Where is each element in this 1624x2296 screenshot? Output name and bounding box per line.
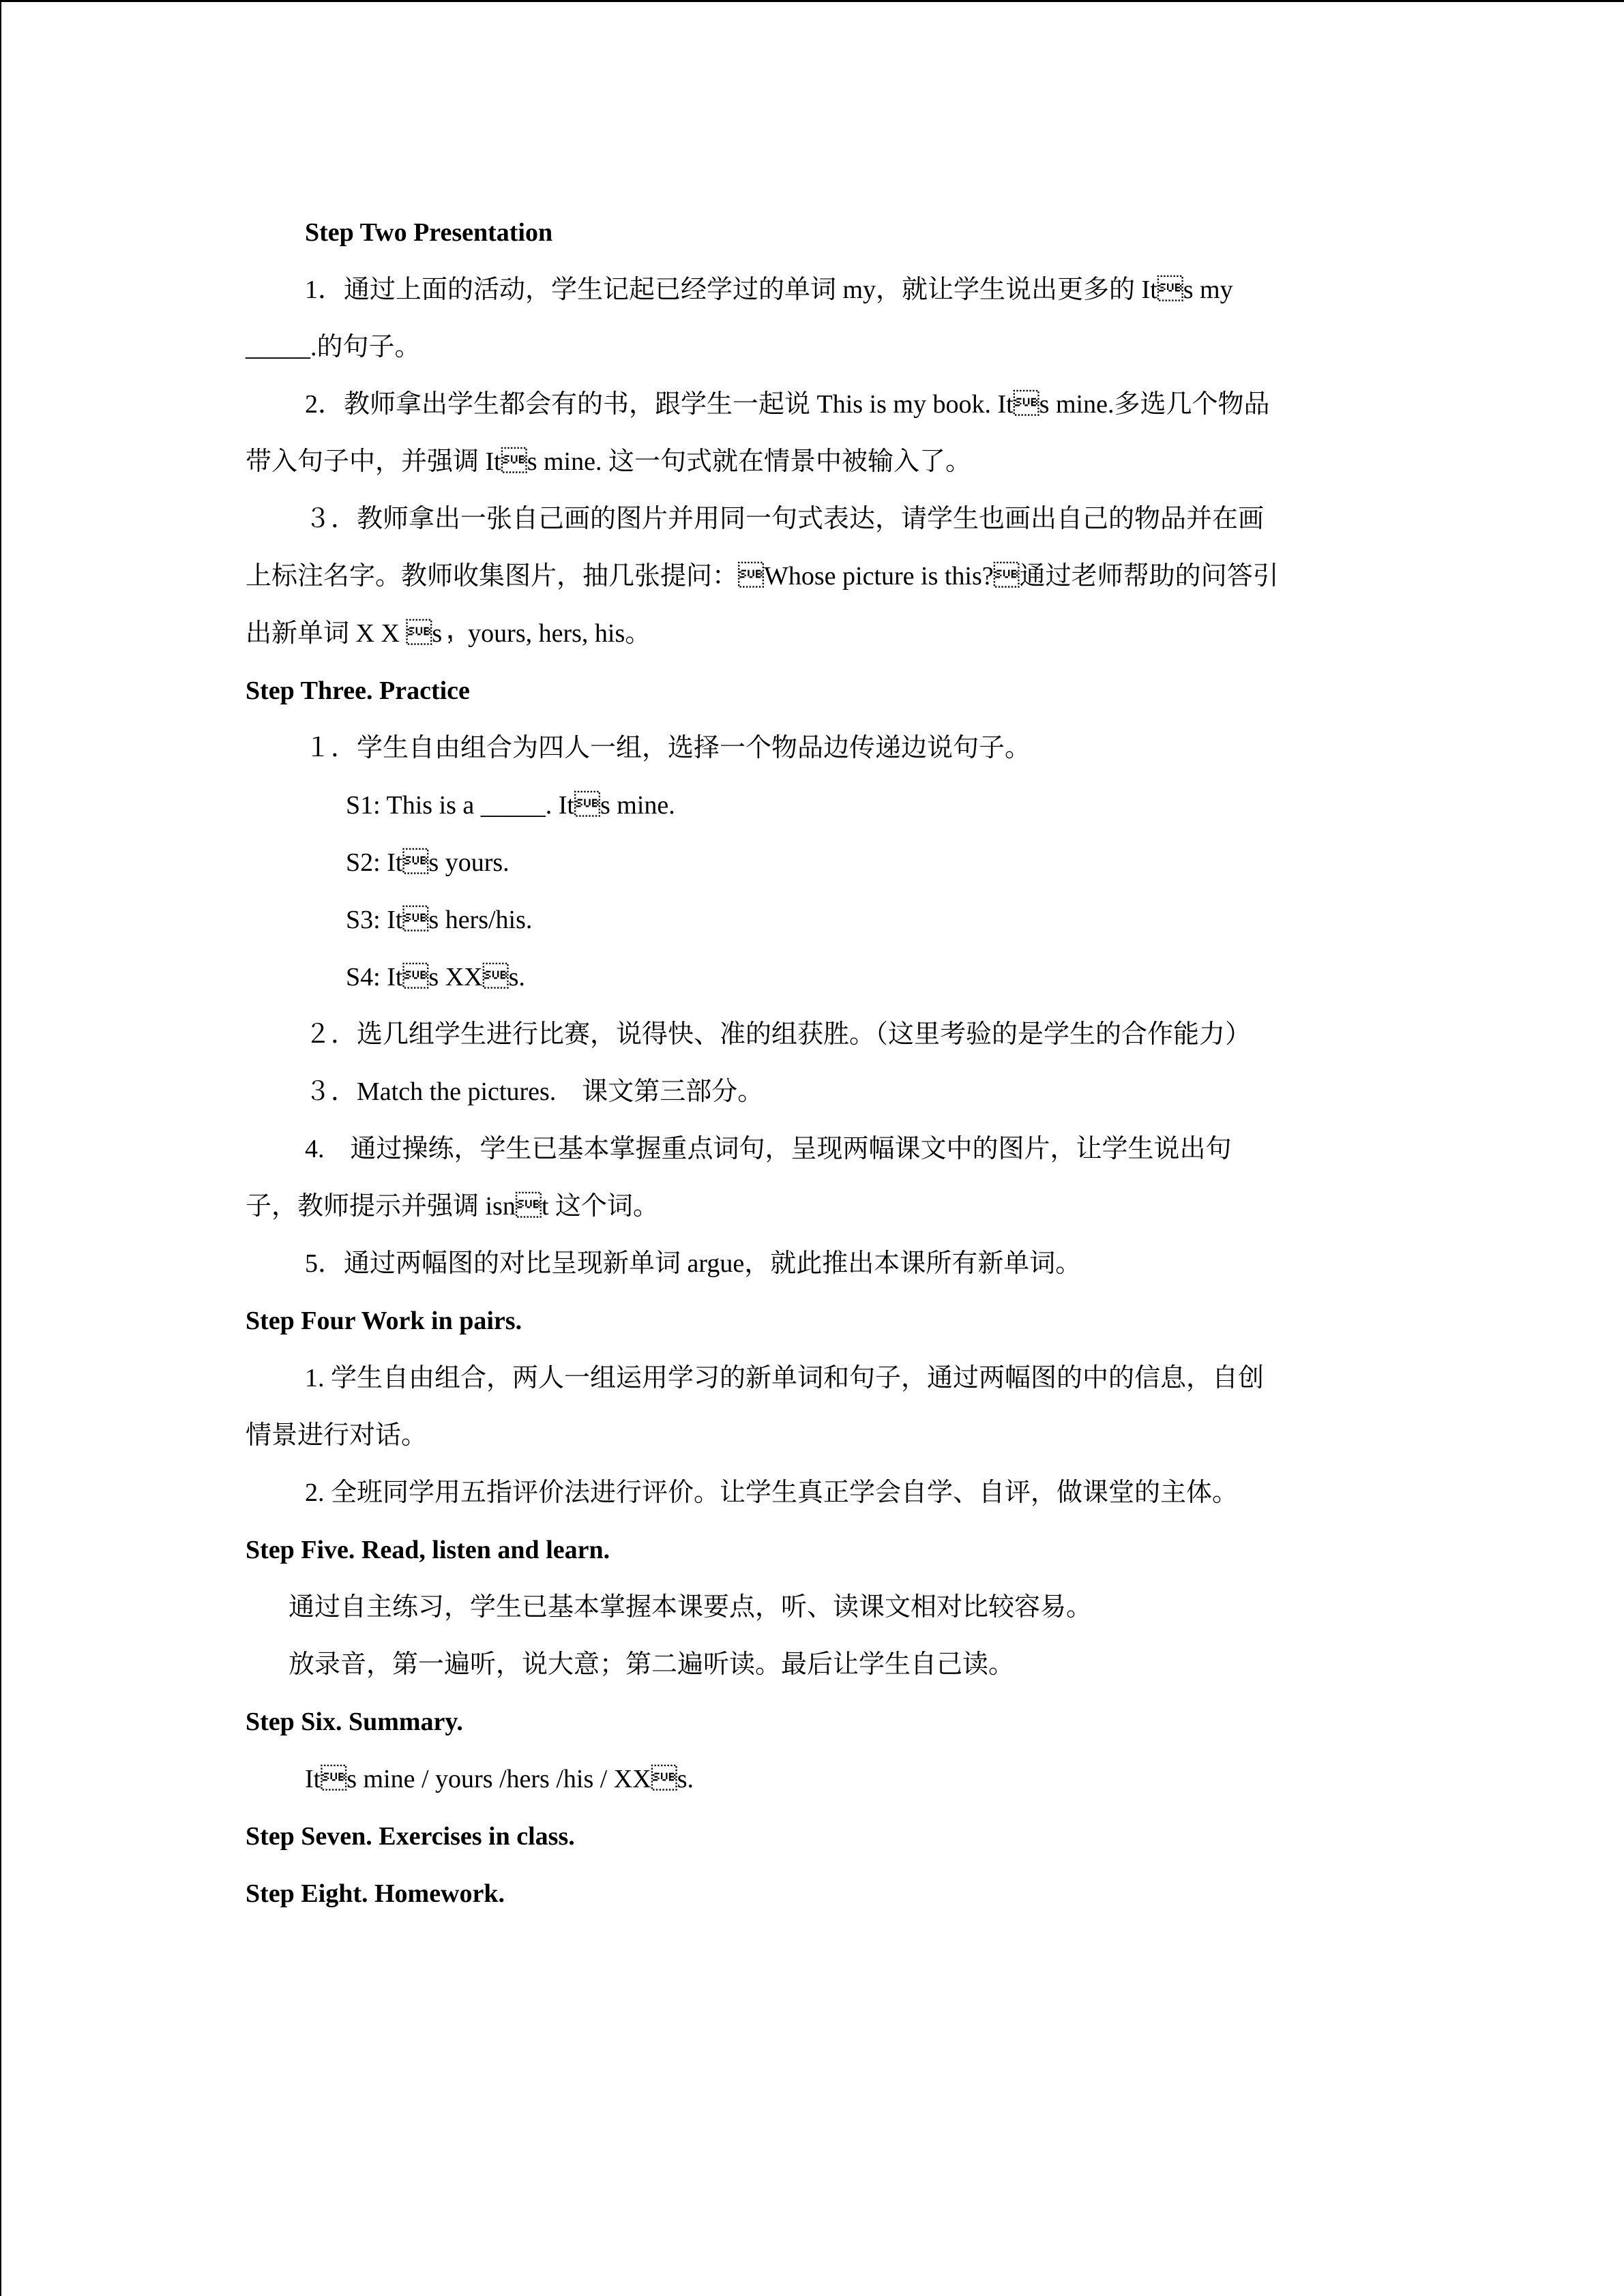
dialogue-line: S2: Its yours. (346, 848, 510, 877)
paragraph-line: 子，教师提示并强调 isnt 这个词。 (246, 1192, 659, 1221)
heading-step-four: Step Four Work in pairs. (246, 1307, 522, 1335)
paragraph-line: 2．教师拿出学生都会有的书，跟学生一起说 This is my book. Its mine.多选几个物品 (305, 390, 1270, 419)
paragraph-line: 情景进行对话。 (246, 1421, 428, 1450)
dialogue-line: S3: Its hers/his. (346, 906, 533, 934)
paragraph-line: 上标注名字。教师收集图片，抽几张提问：Whose picture is this?通过老师帮助的问答引 (246, 562, 1279, 591)
paragraph-line: _____.的句子。 (246, 333, 421, 361)
heading-step-five: Step Five. Read, listen and learn. (246, 1536, 610, 1564)
paragraph-line: 放录音，第一遍听，说大意；第二遍听读。最后让学生自己读。 (289, 1650, 1015, 1679)
summary-line: Its mine / yours /hers /his / XXs. (305, 1765, 694, 1793)
paragraph-line: ３．Match the pictures. 课文第三部分。 (305, 1077, 764, 1106)
paragraph-line: 通过自主练习，学生已基本掌握本课要点，听、读课文相对比较容易。 (289, 1593, 1093, 1622)
heading-step-three: Step Three. Practice (246, 676, 470, 705)
paragraph-line: 2. 全班同学用五指评价法进行评价。让学生真正学会自学、自评，做课堂的主体。 (305, 1478, 1239, 1507)
paragraph-line: 1．通过上面的活动，学生记起已经学过的单词 my，就让学生说出更多的 Its my (305, 275, 1233, 304)
heading-step-six: Step Six. Summary. (246, 1708, 463, 1736)
paragraph-line: １．学生自由组合为四人一组，选择一个物品边传递边说句子。 (305, 734, 1031, 762)
paragraph-line: 出新单词 X X s，yours, hers, his。 (246, 619, 651, 648)
heading-step-eight: Step Eight. Homework. (246, 1879, 505, 1908)
paragraph-line: 5．通过两幅图的对比呈现新单词 argue，就此推出本课所有新单词。 (305, 1249, 1082, 1278)
heading-step-two: Step Two Presentation (305, 218, 553, 247)
dialogue-line: S1: This is a _____. Its mine. (346, 791, 675, 820)
paragraph-line: ３．教师拿出一张自己画的图片并用同一句式表达，请学生也画出自己的物品并在画 (305, 505, 1265, 533)
heading-step-seven: Step Seven. Exercises in class. (246, 1822, 575, 1851)
paragraph-line: 4. 通过操练，学生已基本掌握重点词句，呈现两幅课文中的图片，让学生说出句 (305, 1135, 1232, 1163)
paragraph-line: ２．选几组学生进行比赛，说得快、准的组获胜。（这里考验的是学生的合作能力） (305, 1020, 1252, 1049)
paragraph-line: 带入句子中，并强调 Its mine. 这一句式就在情景中被输入了。 (246, 447, 971, 476)
paragraph-line: 1. 学生自由组合，两人一组运用学习的新单词和句子，通过两幅图的中的信息，自创 (305, 1364, 1265, 1392)
dialogue-line: S4: Its XXs. (346, 963, 525, 992)
